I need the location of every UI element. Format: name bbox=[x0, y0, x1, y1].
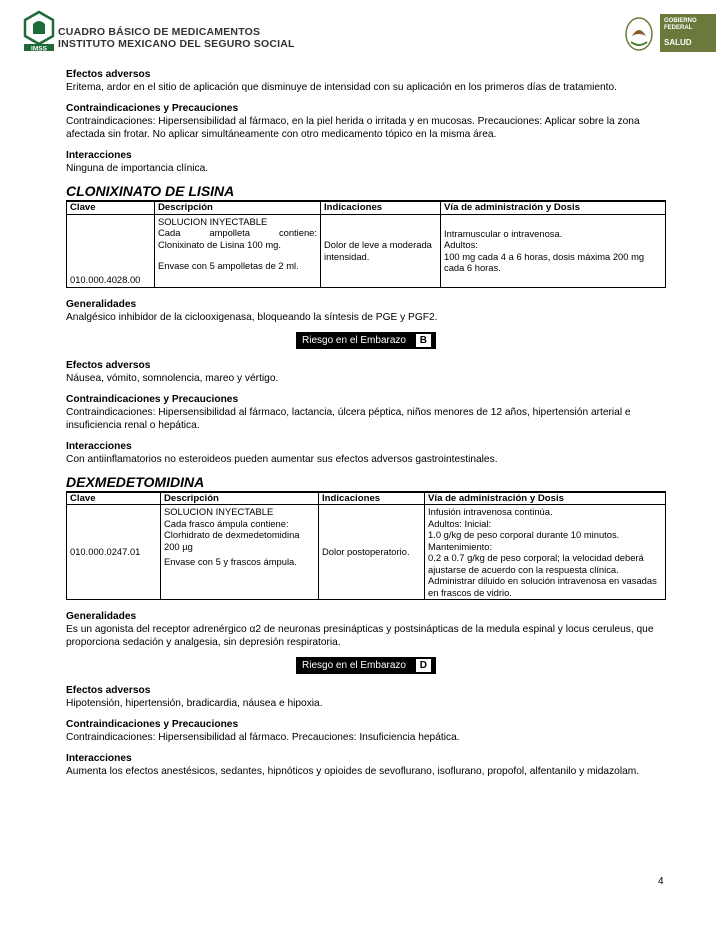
section-text: Con antiinflamatorios no esteroideos pueden aumentar sus efectos adversos gastrointestinales. bbox=[66, 453, 498, 465]
drug-title: DEXMEDETOMIDINA bbox=[66, 473, 205, 490]
desc-line: SOLUCION INYECTABLE bbox=[164, 506, 274, 517]
via-line: Adultos: Inicial: bbox=[428, 517, 492, 529]
table-header-row bbox=[67, 201, 666, 214]
drug2-interacciones bbox=[66, 752, 666, 778]
section-text: Náusea, vómito, somnolencia, mareo y vértigo. bbox=[66, 372, 279, 384]
desc-line: Cada frasco ámpula contiene: bbox=[164, 517, 289, 529]
via-line: Infusión intravenosa continúa. bbox=[428, 506, 553, 517]
gobierno-federal-logo bbox=[622, 12, 717, 54]
section-heading: Generalidades bbox=[66, 298, 137, 310]
desc-line: Envase con 5 ampolletas de 2 ml. bbox=[158, 260, 299, 271]
section-text: Aumenta los efectos anestésicos, sedantes, hipnóticos y opioides de sevoflurano, isoflurano, propofol, alfentanilo y midazolam. bbox=[66, 766, 640, 777]
col-descripcion: Descripción bbox=[155, 201, 321, 214]
page-header bbox=[0, 0, 728, 62]
header-line1: CUADRO BÁSICO DE MEDICAMENTOS bbox=[58, 26, 261, 38]
document-body bbox=[66, 68, 666, 786]
drug1-generalidades bbox=[66, 298, 666, 324]
via-line: 0.2 a 0.7 g/kg de peso corporal; la velocidad deberá ajustarse de acuerdo con la respuesta clínica. bbox=[428, 552, 644, 575]
col-clave: Clave bbox=[67, 201, 155, 214]
via-line: Adultos: bbox=[444, 239, 478, 250]
header-line2: INSTITUTO MEXICANO DEL SEGURO SOCIAL bbox=[58, 38, 295, 50]
gob-text: GOBIERNO FEDERAL bbox=[664, 18, 697, 31]
section-text: Contraindicaciones: Hipersensibilidad al fármaco, en la piel herida o irritada y en mucosas. Precauciones: Aplicar sobre la zona afectada sin frotar. No aplicar simultáneamente con otro medicamento tópico en la misma área. bbox=[66, 116, 640, 140]
drug2-efectos bbox=[66, 684, 666, 710]
col-via: Vía de administración y Dosis bbox=[441, 201, 666, 214]
via-line: Intramuscular o intravenosa. bbox=[444, 227, 563, 239]
drug2-generalidades bbox=[66, 610, 666, 649]
col-via: Vía de administración y Dosis bbox=[425, 492, 666, 505]
drug1-interacciones bbox=[66, 440, 666, 466]
col-descripcion: Descripción bbox=[161, 492, 319, 505]
cell-descripcion bbox=[161, 505, 319, 600]
section-heading: Interacciones bbox=[66, 753, 132, 764]
cell-via bbox=[441, 214, 666, 287]
risk-row bbox=[66, 657, 666, 674]
section-heading: Efectos adversos bbox=[66, 69, 151, 80]
gob-band bbox=[660, 14, 716, 52]
cell-clave: 010.000.4028.00 bbox=[67, 214, 155, 287]
pregnancy-risk-badge bbox=[296, 332, 436, 349]
table-row bbox=[67, 214, 666, 287]
col-indicaciones: Indicaciones bbox=[319, 492, 425, 505]
cell-via bbox=[425, 505, 666, 600]
section-heading: Contraindicaciones y Precauciones bbox=[66, 719, 239, 730]
section-text: Hipotensión, hipertensión, bradicardia, náusea e hipoxia. bbox=[66, 698, 323, 709]
pregnancy-risk-badge bbox=[296, 657, 436, 674]
col-indicaciones: Indicaciones bbox=[321, 201, 441, 214]
via-line: Administrar diluido en solución intravenosa en vasadas en frascos de vidrio. bbox=[428, 575, 657, 598]
section-text: Contraindicaciones: Hipersensibilidad al fármaco. Precauciones: Insuficiencia hepática. bbox=[66, 732, 460, 743]
eagle-icon bbox=[622, 12, 656, 54]
drug-table bbox=[66, 200, 666, 288]
risk-category: D bbox=[415, 658, 432, 673]
page-number: 4 bbox=[658, 876, 664, 887]
salud-text: SALUD bbox=[664, 38, 692, 47]
risk-label: Riesgo en el Embarazo bbox=[302, 660, 406, 671]
drug-title: CLONIXINATO DE LISINA bbox=[66, 183, 235, 199]
drug-table bbox=[66, 491, 666, 601]
section-heading: Interacciones bbox=[66, 150, 132, 161]
intro-efectos bbox=[66, 68, 666, 94]
risk-label: Riesgo en el Embarazo bbox=[302, 334, 406, 346]
table-row bbox=[67, 505, 666, 600]
section-heading: Efectos adversos bbox=[66, 359, 151, 371]
section-heading: Contraindicaciones y Precauciones bbox=[66, 103, 239, 114]
cell-indicaciones: Dolor de leve a moderada intensidad. bbox=[321, 214, 441, 287]
section-text: Analgésico inhibidor de la ciclooxigenasa, bloqueando la síntesis de PGE y PGF2. bbox=[66, 311, 438, 323]
desc-line: SOLUCION INYECTABLE bbox=[158, 215, 268, 227]
via-line: 1.0 g/kg de peso corporal durante 10 minutos. bbox=[428, 529, 620, 540]
drug1-contraindicaciones bbox=[66, 393, 666, 432]
risk-category: B bbox=[415, 333, 432, 348]
desc-line: Clorhidrato de dexmedetomidina 200 µg bbox=[164, 529, 300, 552]
section-text: Eritema, ardor en el sitio de aplicación que disminuye de intensidad con su aplicación en los primeros días de tratamiento. bbox=[66, 82, 617, 93]
section-heading: Interacciones bbox=[66, 440, 132, 452]
table-header-row bbox=[67, 492, 666, 505]
imss-logo bbox=[22, 10, 56, 52]
risk-row bbox=[66, 332, 666, 349]
cell-clave: 010.000.0247.01 bbox=[67, 505, 161, 600]
section-text: Es un agonista del receptor adrenérgico α2 de neuronas presinápticas y postsinápticas de la medula espinal y locus ceruleus, que proporciona sedación y analgesia, sin depresión respiratoria. bbox=[66, 624, 654, 648]
drug2-contraindicaciones bbox=[66, 718, 666, 744]
section-text: Contraindicaciones: Hipersensibilidad al fármaco, lactancia, úlcera péptica, niños menores de 12 años, hipertensión arterial e insuficiencia renal o hepática. bbox=[66, 406, 631, 431]
cell-descripcion bbox=[155, 214, 321, 287]
via-line: 100 mg cada 4 a 6 horas, dosis máxima 200 mg cada 6 horas. bbox=[444, 250, 645, 273]
intro-contraindicaciones bbox=[66, 102, 666, 141]
via-line: Mantenimiento: bbox=[428, 540, 493, 552]
cell-indicaciones: Dolor postoperatorio. bbox=[319, 505, 425, 600]
logo-text: IMSS bbox=[31, 45, 47, 52]
desc-line: Clonixinato de Lisina 100 mg. bbox=[158, 238, 281, 250]
section-heading: Contraindicaciones y Precauciones bbox=[66, 393, 239, 405]
intro-interacciones bbox=[66, 149, 666, 175]
section-heading: Generalidades bbox=[66, 611, 137, 622]
section-heading: Efectos adversos bbox=[66, 685, 151, 696]
section-text: Ninguna de importancia clínica. bbox=[66, 163, 209, 174]
desc-line: Envase con 5 y frascos ámpula. bbox=[164, 556, 297, 567]
header-title bbox=[58, 26, 295, 50]
drug1-efectos bbox=[66, 359, 666, 385]
col-clave: Clave bbox=[67, 492, 161, 505]
desc-line: Cada ampolleta contiene: bbox=[158, 227, 317, 238]
